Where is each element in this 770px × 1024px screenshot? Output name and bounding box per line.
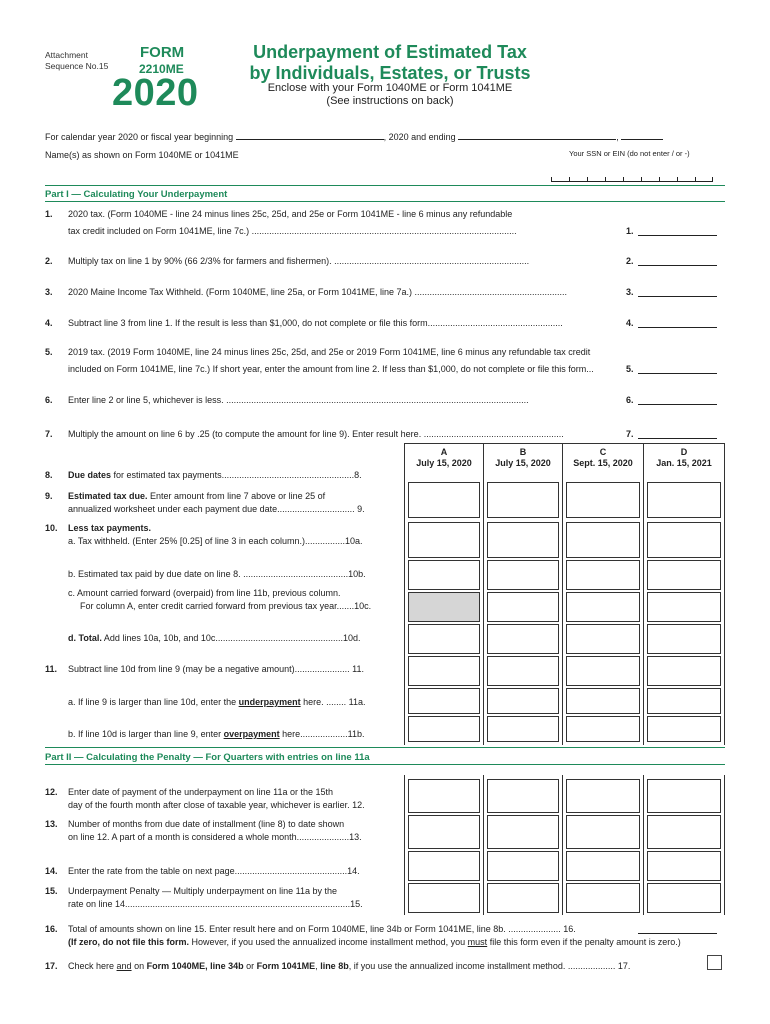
grid-line xyxy=(404,775,405,915)
fiscal-end-year-field[interactable] xyxy=(621,131,663,140)
line-16-text-2: (If zero, do not file this form. However, if you used the annualized income installment method, you must file this form even if the penalty amount is zero.) xyxy=(68,937,681,947)
line-10b-col-b[interactable] xyxy=(487,560,559,590)
line-5-text: 2019 tax. (2019 Form 1040ME, line 24 minus lines 25c, 25d, and 25e or 2019 Form 1041ME, line 6 minus any refundable tax credit xyxy=(68,347,591,357)
line-number: 14. xyxy=(45,866,58,876)
subtitle-line-2: (See instructions on back) xyxy=(326,95,454,107)
line-15-col-c[interactable] xyxy=(566,883,640,913)
line-11a-col-d[interactable] xyxy=(647,688,721,714)
grid-line xyxy=(404,443,405,745)
fiscal-end-field[interactable] xyxy=(458,131,616,140)
line-16-text: Total of amounts shown on line 15. Enter result here and on Form 1040ME, line 34b or Form 1041ME, line 8b. ..................... 16. xyxy=(68,924,576,934)
line-15-col-b[interactable] xyxy=(487,883,559,913)
line-number: 16. xyxy=(45,924,58,934)
line-12-col-d[interactable] xyxy=(647,779,721,813)
line-7-text: Multiply the amount on line 6 by .25 (to compute the amount for line 9). Enter result here. ........................................................ xyxy=(68,429,564,439)
line-14-col-d[interactable] xyxy=(647,851,721,881)
line-10c-col-c[interactable] xyxy=(566,592,640,622)
line-10a-col-d[interactable] xyxy=(647,522,721,558)
line-6-input[interactable] xyxy=(638,396,717,405)
line-15-col-d[interactable] xyxy=(647,883,721,913)
line-10b-text: b. Estimated tax paid by due date on line 8. ..........................................10b. xyxy=(68,569,366,579)
line-13-col-c[interactable] xyxy=(566,815,640,849)
calendar-prefix: For calendar year 2020 or fiscal year beginning xyxy=(45,132,234,142)
line-11a-text: a. If line 9 is larger than line 10d, enter the underpayment here. ........ 11a. xyxy=(68,697,366,707)
form-subtitle xyxy=(245,82,535,108)
grid-line xyxy=(562,775,563,915)
form-label: FORM xyxy=(140,44,185,61)
line-10d-col-a[interactable] xyxy=(408,624,480,654)
line-10a-col-b[interactable] xyxy=(487,522,559,558)
line-11a-col-a[interactable] xyxy=(408,688,480,714)
line-number: 5. xyxy=(45,347,53,357)
line-9-col-a[interactable] xyxy=(408,482,480,518)
line-11-col-b[interactable] xyxy=(487,656,559,686)
part1-heading: Part I — Calculating Your Underpayment xyxy=(45,189,228,200)
line-number: 17. xyxy=(45,961,58,971)
part2-heading: Part II — Calculating the Penalty — For Quarters with entries on line 11a xyxy=(45,752,370,763)
line-17-checkbox[interactable] xyxy=(707,955,722,970)
line-12-text: Enter date of payment of the underpayment on line 11a or the 15th xyxy=(68,787,334,797)
line-number: 15. xyxy=(45,886,58,896)
column-a-header: A July 15, 2020 xyxy=(416,447,472,468)
line-1-input[interactable] xyxy=(638,227,717,236)
line-number: 12. xyxy=(45,787,58,797)
form-year: 2020 xyxy=(112,72,199,114)
divider xyxy=(45,747,725,748)
line-14-col-b[interactable] xyxy=(487,851,559,881)
line-6-text: Enter line 2 or line 5, whichever is less. ......................................................................................................................... xyxy=(68,395,529,405)
line-10c-col-d[interactable] xyxy=(647,592,721,622)
line-2-label: 2. xyxy=(626,256,634,266)
grid-line xyxy=(643,775,644,915)
line-12-text-2: day of the fourth month after close of taxable year, whichever is earlier. 12. xyxy=(68,800,365,810)
line-10-heading: Less tax payments. xyxy=(68,523,152,533)
attachment-sequence xyxy=(45,50,108,72)
line-number: 7. xyxy=(45,429,53,439)
line-11-col-c[interactable] xyxy=(566,656,640,686)
calendar-year-line: For calendar year 2020 or fiscal year beginning , 2020 and ending , xyxy=(45,131,663,142)
line-5-text-2: included on Form 1041ME, line 7c.) If short year, enter the amount from line 2. If less than $1,000, do not complete or file this form... xyxy=(68,364,594,374)
line-number: 6. xyxy=(45,395,53,405)
grid-line xyxy=(724,443,725,745)
line-number: 9. xyxy=(45,491,53,501)
line-5-label: 5. xyxy=(626,364,634,374)
line-number: 10. xyxy=(45,523,58,533)
line-11b-col-b[interactable] xyxy=(487,716,559,742)
sequence-label: Sequence No.15 xyxy=(45,61,109,71)
line-15-col-a[interactable] xyxy=(408,883,480,913)
line-10a-text: a. Tax withheld. (Enter 25% [0.25] of line 3 in each column.)................10a. xyxy=(68,536,363,546)
line-2-text: Multiply tax on line 1 by 90% (66 2/3% for farmers and fishermen). .............................................................................. xyxy=(68,256,530,266)
line-number: 13. xyxy=(45,819,58,829)
line-1-text: 2020 tax. (Form 1040ME - line 24 minus lines 25c, 25d, and 25e or Form 1041ME - line 6 minus any refundable xyxy=(68,209,513,219)
line-13-col-d[interactable] xyxy=(647,815,721,849)
line-11-text: Subtract line 10d from line 9 (may be a negative amount)...................... 11. xyxy=(68,664,364,674)
line-13-col-a[interactable] xyxy=(408,815,480,849)
line-10d-text: d. Total. Add lines 10a, 10b, and 10c...................................................10d. xyxy=(68,633,361,643)
column-b-header: B July 15, 2020 xyxy=(495,447,551,468)
title-line-2: by Individuals, Estates, or Trusts xyxy=(249,63,531,83)
column-c-header: C Sept. 15, 2020 xyxy=(573,447,633,468)
line-13-col-b[interactable] xyxy=(487,815,559,849)
line-10c-text-2: For column A, enter credit carried forward from previous tax year.......10c. xyxy=(80,601,372,611)
line-9-col-d[interactable] xyxy=(647,482,721,518)
line-10d-col-b[interactable] xyxy=(487,624,559,654)
title-line-1: Underpayment of Estimated Tax xyxy=(253,42,527,62)
line-13-text-2: on line 12. A part of a month is considered a whole month.....................13. xyxy=(68,832,362,842)
line-12-col-c[interactable] xyxy=(566,779,640,813)
line-12-col-a[interactable] xyxy=(408,779,480,813)
line-10a-col-a[interactable] xyxy=(408,522,480,558)
line-7-input[interactable] xyxy=(638,430,717,439)
line-10d-col-c[interactable] xyxy=(566,624,640,654)
form-number: 2210ME xyxy=(139,62,184,76)
line-11b-col-a[interactable] xyxy=(408,716,480,742)
calendar-mid: , 2020 and ending xyxy=(383,132,456,142)
line-7-label: 7. xyxy=(626,429,634,439)
line-number: 11. xyxy=(45,664,58,674)
line-3-text: 2020 Maine Income Tax Withheld. (Form 1040ME, line 25a, or Form 1041ME, line 7a.) ............................................................. xyxy=(68,287,568,297)
line-15-text-2: rate on line 14..........................................................................................15. xyxy=(68,899,363,909)
line-1-label: 1. xyxy=(626,226,634,236)
line-10b-col-c[interactable] xyxy=(566,560,640,590)
line-10d-col-d[interactable] xyxy=(647,624,721,654)
column-d-header: D Jan. 15, 2021 xyxy=(656,447,712,468)
line-4-input[interactable] xyxy=(638,319,717,328)
grid-line xyxy=(483,775,484,915)
line-10c-col-a-shaded xyxy=(408,592,480,622)
line-10a-col-c[interactable] xyxy=(566,522,640,558)
form-title xyxy=(245,42,535,84)
line-14-col-c[interactable] xyxy=(566,851,640,881)
grid-line xyxy=(562,443,563,745)
line-number: 2. xyxy=(45,256,53,266)
line-number: 8. xyxy=(45,470,53,480)
line-15-text: Underpayment Penalty — Multiply underpayment on line 11a by the xyxy=(68,886,337,896)
line-11-col-d[interactable] xyxy=(647,656,721,686)
line-3-label: 3. xyxy=(626,287,634,297)
line-11-col-a[interactable] xyxy=(408,656,480,686)
line-number: 3. xyxy=(45,287,53,297)
names-field[interactable] xyxy=(45,162,545,176)
grid-line xyxy=(483,443,484,745)
line-11b-text: b. If line 10d is larger than line 9, enter overpayment here...................11b. xyxy=(68,729,365,739)
line-10c-col-b[interactable] xyxy=(487,592,559,622)
line-11b-col-c[interactable] xyxy=(566,716,640,742)
subtitle-line-1: Enclose with your Form 1040ME or Form 1041ME xyxy=(267,82,513,94)
line-9-text: Estimated tax due. Enter amount from line 7 above or line 25 of xyxy=(68,491,326,501)
line-14-text: Enter the rate from the table on next page.............................................14. xyxy=(68,866,360,876)
grid-line xyxy=(404,443,725,444)
line-4-label: 4. xyxy=(626,318,634,328)
ssn-field[interactable] xyxy=(551,171,713,182)
line-8-text: Due dates for estimated tax payments.....................................................8. xyxy=(68,470,362,480)
line-14-col-a[interactable] xyxy=(408,851,480,881)
line-16-input[interactable] xyxy=(638,925,717,934)
line-number: 4. xyxy=(45,318,53,328)
line-10b-col-a[interactable] xyxy=(408,560,480,590)
line-1-text-2: tax credit included on Form 1041ME, line 7c.) .......................................................................................................... xyxy=(68,226,517,236)
line-10c-text: c. Amount carried forward (overpaid) from line 11b, previous column. xyxy=(68,588,341,598)
line-11a-col-b[interactable] xyxy=(487,688,559,714)
fiscal-begin-field[interactable] xyxy=(236,131,384,140)
line-13-text: Number of months from due date of installment (line 8) to date shown xyxy=(68,819,345,829)
grid-line xyxy=(643,443,644,745)
line-11b-col-d[interactable] xyxy=(647,716,721,742)
attachment-label: Attachment xyxy=(45,50,88,60)
line-number: 1. xyxy=(45,209,53,219)
line-12-col-b[interactable] xyxy=(487,779,559,813)
line-4-text: Subtract line 3 from line 1. If the result is less than $1,000, do not complete or file this form...................................................... xyxy=(68,318,563,328)
line-6-label: 6. xyxy=(626,395,634,405)
line-11a-col-c[interactable] xyxy=(566,688,640,714)
line-5-input[interactable] xyxy=(638,365,717,374)
divider xyxy=(45,764,725,765)
divider xyxy=(45,185,725,186)
line-3-input[interactable] xyxy=(638,288,717,297)
line-10b-col-d[interactable] xyxy=(647,560,721,590)
grid-line xyxy=(724,775,725,915)
line-9-text-2: annualized worksheet under each payment due date............................... 9. xyxy=(68,504,365,514)
ssn-label: Your SSN or EIN (do not enter / or -) xyxy=(569,149,690,158)
line-9-col-b[interactable] xyxy=(487,482,559,518)
divider xyxy=(45,201,725,202)
line-2-input[interactable] xyxy=(638,257,717,266)
line-17-text: Check here and on Form 1040ME, line 34b or Form 1041ME, line 8b, if you use the annualized income installment method. ................... 17. xyxy=(68,961,631,971)
names-label: Name(s) as shown on Form 1040ME or 1041ME xyxy=(45,150,239,160)
line-9-col-c[interactable] xyxy=(566,482,640,518)
